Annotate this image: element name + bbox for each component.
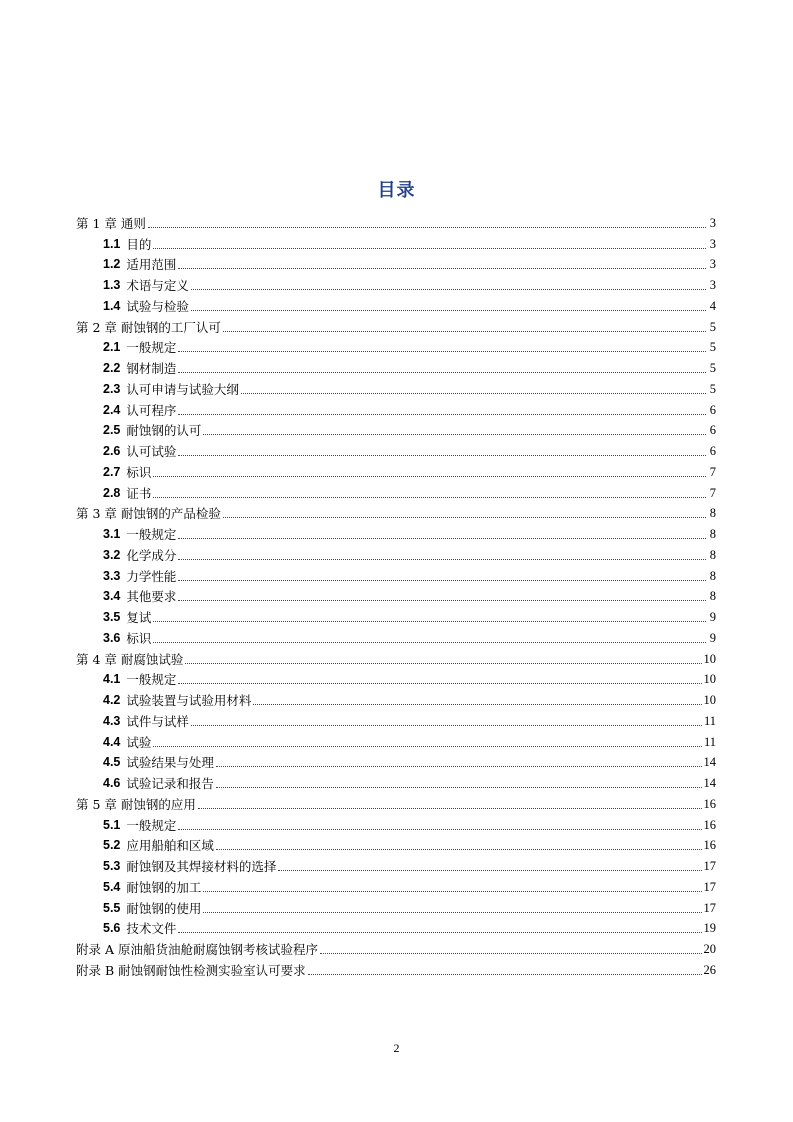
toc-entry-label: 一般规定 (126, 340, 177, 356)
toc-entry-label: 标识 (126, 464, 152, 480)
toc-page-number: 7 (709, 485, 716, 500)
toc-dot-leader (223, 331, 706, 332)
toc-page-number: 17 (703, 859, 716, 873)
toc-section-number: 5.4 (103, 879, 121, 894)
toc-section-row[interactable] (76, 335, 716, 356)
toc-dot-leader (308, 974, 702, 975)
toc-section-row[interactable] (76, 895, 716, 916)
toc-entry-label: 第 2 章 耐蚀钢的工厂认可 (76, 319, 221, 335)
toc-page-number: 20 (703, 942, 716, 956)
toc-entry-label: 术语与定义 (126, 278, 189, 293)
toc-page-number: 10 (703, 672, 716, 687)
toc-section-number: 4.6 (103, 776, 121, 790)
toc-section-number: 3.2 (103, 547, 121, 562)
toc-dot-leader (178, 932, 701, 933)
toc-dot-leader (178, 268, 706, 269)
toc-section-number: 1.3 (103, 278, 121, 292)
toc-page-number: 8 (709, 589, 716, 604)
toc-section-row[interactable] (76, 252, 716, 273)
toc-section-row[interactable] (76, 708, 716, 729)
toc-section-row[interactable] (76, 667, 716, 688)
toc-section-number: 2.6 (103, 444, 121, 458)
toc-dot-leader (191, 289, 706, 290)
toc-entry-label: 耐蚀钢的认可 (126, 423, 202, 439)
toc-entry-label: 试验 (126, 734, 152, 750)
toc-section-row[interactable] (76, 438, 716, 459)
toc-section-row[interactable] (76, 376, 716, 397)
toc-dot-leader (148, 227, 706, 228)
toc-section-number: 4.5 (103, 755, 121, 770)
toc-section-number: 5.3 (103, 859, 121, 873)
toc-page-number: 6 (709, 423, 716, 438)
toc-dot-leader (216, 849, 702, 850)
toc-dot-leader (203, 434, 706, 435)
toc-dot-leader (185, 663, 701, 664)
toc-entry-label: 应用船舶和区域 (126, 838, 214, 854)
toc-entry-label: 第 4 章 耐腐蚀试验 (76, 651, 184, 667)
toc-page-number: 5 (709, 319, 716, 334)
toc-page-number: 6 (709, 444, 716, 458)
toc-entry-label: 化学成分 (126, 547, 177, 563)
toc-page-number: 8 (709, 527, 716, 541)
toc-section-row[interactable] (76, 397, 716, 418)
toc-page-number: 3 (709, 215, 716, 230)
toc-section-row[interactable] (76, 916, 716, 937)
toc-chapter-row[interactable] (76, 210, 716, 231)
toc-page-number: 5 (709, 340, 716, 355)
toc-section-number: 3.1 (103, 527, 121, 541)
toc-page-number: 17 (703, 879, 716, 894)
toc-entry-label: 附录 B 耐蚀钢耐蚀性检测实验室认可要求 (76, 962, 306, 978)
toc-entry-label: 耐蚀钢的加工 (126, 879, 202, 895)
toc-page-number: 3 (709, 278, 716, 292)
toc-page-number: 8 (709, 547, 716, 562)
toc-entry-label: 标识 (126, 630, 152, 646)
toc-section-row[interactable] (76, 770, 716, 791)
toc-page-number: 9 (709, 610, 716, 624)
toc-section-row[interactable] (76, 874, 716, 895)
toc-entry-label: 认可试验 (126, 444, 177, 459)
toc-page-number: 10 (703, 651, 716, 666)
toc-entry-label: 一般规定 (126, 817, 177, 833)
toc-entry-label: 耐蚀钢的使用 (126, 900, 202, 916)
toc-entry-label: 试验装置与试验用材料 (126, 693, 252, 708)
toc-entry-label: 耐蚀钢及其焊接材料的选择 (126, 859, 277, 874)
toc-entry-label: 附录 A 原油船货油舱耐腐蚀钢考核试验程序 (76, 942, 318, 957)
toc-section-number: 2.4 (103, 402, 121, 417)
toc-dot-leader (253, 704, 701, 705)
toc-entry-label: 复试 (126, 610, 152, 625)
toc-section-row[interactable] (76, 687, 716, 708)
toc-dot-leader (191, 725, 702, 726)
toc-entry-label: 第 1 章 通则 (76, 215, 146, 231)
toc-section-row[interactable] (76, 563, 716, 584)
toc-page-number: 11 (703, 734, 716, 749)
toc-section-number: 4.3 (103, 713, 121, 728)
toc-dot-leader (203, 912, 701, 913)
toc-page-number: 3 (709, 236, 716, 251)
toc-page-number: 19 (703, 921, 716, 936)
toc-chapter-row[interactable] (76, 936, 716, 957)
toc-entry-label: 证书 (126, 485, 152, 501)
toc-section-row[interactable] (76, 542, 716, 563)
toc-chapter-row[interactable] (76, 314, 716, 335)
toc-section-number: 2.1 (103, 340, 121, 355)
toc-chapter-row[interactable] (76, 791, 716, 812)
toc-section-row[interactable] (76, 584, 716, 605)
toc-page-number: 4 (709, 298, 716, 313)
toc-entry-label: 其他要求 (126, 589, 177, 605)
toc-dot-leader (153, 476, 706, 477)
toc-page-number: 9 (709, 630, 716, 645)
toc-section-number: 4.4 (103, 734, 121, 749)
toc-page-number: 26 (703, 962, 716, 977)
toc-page-number: 16 (703, 817, 716, 832)
toc-section-number: 1.4 (103, 298, 121, 313)
toc-section-number: 4.2 (103, 693, 121, 707)
toc-section-number: 1.2 (103, 257, 121, 272)
toc-dot-leader (278, 870, 701, 871)
toc-dot-leader (178, 351, 706, 352)
toc-title: 目录 (377, 180, 416, 201)
toc-dot-leader (153, 642, 706, 643)
toc-section-number: 2.5 (103, 423, 121, 438)
toc-page-number: 5 (709, 361, 716, 375)
toc-section-number: 3.3 (103, 568, 121, 583)
toc-page-number: 17 (703, 900, 716, 915)
toc-page-number: 11 (703, 713, 716, 728)
toc-dot-leader (191, 310, 706, 311)
toc-section-number: 3.5 (103, 610, 121, 624)
toc-page-number: 8 (709, 506, 716, 521)
toc-dot-leader (216, 787, 702, 788)
toc-section-number: 2.2 (103, 361, 121, 375)
toc-page-number: 8 (709, 568, 716, 583)
toc-section-row[interactable] (76, 480, 716, 501)
toc-chapter-row[interactable] (76, 646, 716, 667)
toc-dot-leader (178, 455, 706, 456)
toc-entry-label: 力学性能 (126, 568, 177, 584)
toc-section-row[interactable] (76, 459, 716, 480)
toc-entry-label: 认可申请与试验大纲 (126, 381, 239, 397)
toc-dot-leader (178, 372, 706, 373)
toc-section-row[interactable] (76, 418, 716, 439)
toc-section-number: 2.3 (103, 381, 121, 396)
toc-section-row[interactable] (76, 604, 716, 625)
toc-page-number: 14 (703, 755, 716, 770)
toc-entry-label: 钢材制造 (126, 361, 177, 376)
toc-page-number: 16 (703, 796, 716, 811)
toc-page-number: 7 (709, 464, 716, 479)
toc-section-number: 3.4 (103, 589, 121, 604)
toc-entry-label: 试件与试样 (126, 713, 189, 729)
toc-dot-leader (178, 538, 706, 539)
toc-entry-label: 适用范围 (126, 257, 177, 273)
toc-entry-label: 一般规定 (126, 527, 177, 542)
toc-section-row[interactable] (76, 750, 716, 771)
toc-section-number: 5.6 (103, 921, 121, 936)
toc-section-number: 1.1 (103, 236, 121, 251)
toc-section-row[interactable] (76, 625, 716, 646)
toc-entry-label: 试验与检验 (126, 298, 189, 314)
toc-chapter-row[interactable] (76, 501, 716, 522)
toc-section-number: 5.5 (103, 900, 121, 915)
toc-section-number: 4.1 (103, 672, 121, 687)
page-number: 2 (393, 1041, 400, 1055)
table-of-contents (76, 210, 716, 978)
toc-section-number: 2.8 (103, 485, 121, 500)
toc-dot-leader (178, 559, 706, 560)
toc-section-row[interactable] (76, 812, 716, 833)
toc-section-row[interactable] (76, 853, 716, 874)
toc-section-number: 5.1 (103, 817, 121, 832)
toc-dot-leader (153, 746, 702, 747)
toc-entry-label: 试验记录和报告 (126, 776, 214, 791)
toc-dot-leader (178, 600, 706, 601)
toc-dot-leader (241, 393, 706, 394)
toc-page-number: 5 (709, 381, 716, 396)
toc-entry-label: 一般规定 (126, 672, 177, 688)
toc-dot-leader (178, 414, 706, 415)
toc-entry-label: 第 3 章 耐蚀钢的产品检验 (76, 506, 221, 522)
toc-dot-leader (216, 766, 702, 767)
toc-dot-leader (153, 497, 706, 498)
toc-entry-label: 技术文件 (126, 921, 177, 937)
toc-page-number: 10 (703, 693, 716, 707)
toc-dot-leader (178, 683, 701, 684)
toc-dot-leader (198, 808, 702, 809)
toc-section-row[interactable] (76, 521, 716, 542)
toc-section-number: 5.2 (103, 838, 121, 853)
toc-section-row[interactable] (76, 729, 716, 750)
toc-page-number: 6 (709, 402, 716, 417)
toc-page-number: 16 (703, 838, 716, 853)
toc-dot-leader (178, 580, 706, 581)
toc-section-row[interactable] (76, 833, 716, 854)
toc-page-number: 14 (703, 776, 716, 790)
toc-section-row[interactable] (76, 272, 716, 293)
toc-entry-label: 目的 (126, 236, 152, 252)
toc-dot-leader (203, 891, 701, 892)
toc-section-number: 2.7 (103, 464, 121, 479)
toc-dot-leader (320, 953, 702, 954)
toc-entry-label: 认可程序 (126, 402, 177, 418)
toc-dot-leader (153, 621, 706, 622)
toc-section-row[interactable] (76, 293, 716, 314)
toc-page-number: 3 (709, 257, 716, 272)
toc-entry-label: 试验结果与处理 (126, 755, 214, 771)
toc-section-number: 3.6 (103, 630, 121, 645)
toc-dot-leader (223, 517, 706, 518)
toc-dot-leader (153, 248, 706, 249)
toc-dot-leader (178, 829, 701, 830)
toc-section-row[interactable] (76, 231, 716, 252)
toc-section-row[interactable] (76, 355, 716, 376)
toc-chapter-row[interactable] (76, 957, 716, 978)
toc-entry-label: 第 5 章 耐蚀钢的应用 (76, 796, 196, 812)
